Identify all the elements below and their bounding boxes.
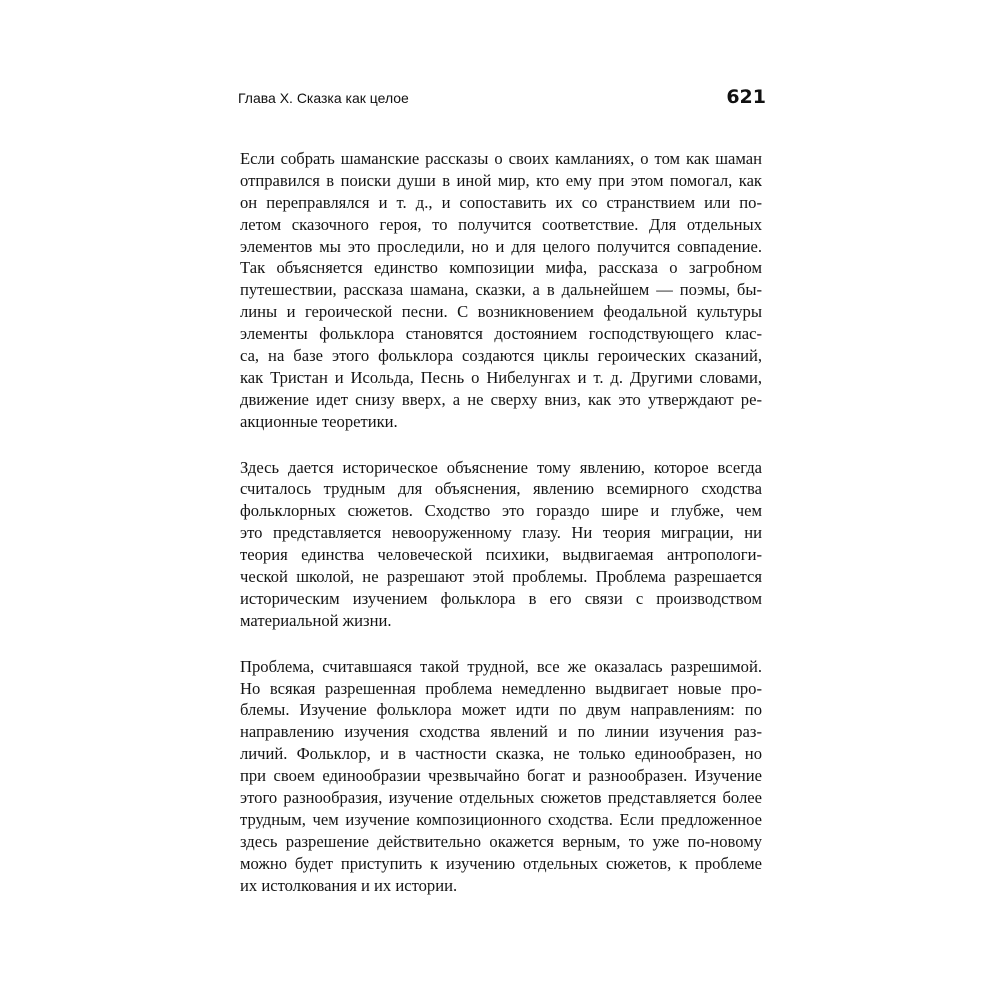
text-line: трудным, чем изучение композиционного сходства. Если предложенное bbox=[240, 809, 762, 829]
text-line: элементы фольклора становятся достоянием господствующего клас- bbox=[240, 324, 762, 344]
text-line: их истолкования и их истории. bbox=[240, 875, 458, 895]
text-line: при своем единообразии чрезвычайно богат и разнообразен. Изучение bbox=[240, 766, 762, 786]
text-line: Здесь дается историческое объяснение тому явлению, которое всегда bbox=[240, 457, 762, 477]
text-line: Если собрать шаманские рассказы о своих камланиях, о том как шаман bbox=[240, 149, 762, 168]
text-line: са, на базе этого фольклора создаются циклы героических сказаний, bbox=[240, 346, 762, 366]
text-line: отправился в поиски души в иной мир, кто ему при этом помогал, как bbox=[240, 170, 762, 190]
text-line: Проблема, считавшаяся такой трудной, все же оказалась разрешимой. bbox=[240, 656, 762, 676]
text-line: здесь разрешение действительно окажется верным, то уже по-новому bbox=[240, 831, 762, 851]
text-line: элементов мы это проследили, но и для целого получится совпадение. bbox=[240, 236, 762, 256]
text-line: ческой школой, не разрешают этой проблемы. Проблема разрешается bbox=[240, 567, 762, 587]
text-line: направлению изучения сходства явлений и по линии изучения раз- bbox=[240, 722, 762, 742]
paragraph-3 bbox=[240, 656, 762, 897]
text-line: это представляется невооруженному глазу. Ни теория миграции, ни bbox=[240, 523, 762, 543]
text-line: путешествии, рассказа шамана, сказки, а в дальнейшем — поэмы, бы- bbox=[240, 280, 762, 300]
text-line: материальной жизни. bbox=[240, 610, 392, 630]
running-head bbox=[238, 86, 766, 116]
text-line: можно будет приступить к изучению отдельных сюжетов, к проблеме bbox=[240, 853, 762, 873]
text-line: блемы. Изучение фольклора может идти по двум направлениям: по bbox=[240, 700, 762, 720]
chapter-title: Глава X. Сказка как целое bbox=[238, 90, 409, 106]
text-line: лины и героической песни. С возникновением феодальной культуры bbox=[240, 302, 762, 322]
text-line: считалось трудным для объяснения, явлению всемирного сходства bbox=[240, 479, 762, 499]
text-line: историческим изучением фольклора в его связи с производством bbox=[240, 588, 762, 608]
text-line: теория единства человеческой психики, выдвигаемая антропологи- bbox=[240, 545, 762, 565]
body-text bbox=[240, 148, 762, 921]
text-line: Но всякая разрешенная проблема немедленно выдвигает новые про- bbox=[240, 678, 762, 698]
text-line: фольклорных сюжетов. Сходство это гораздо шире и глубже, чем bbox=[240, 501, 762, 521]
text-line: как Тристан и Исольда, Песнь о Нибелунгах и т. д. Другими словами, bbox=[240, 367, 762, 387]
text-line: личий. Фольклор, и в частности сказка, не только единообразен, но bbox=[240, 744, 762, 764]
page-number: 621 bbox=[726, 86, 766, 108]
text-line: он переправлялся и т. д., и сопоставить их со странствием или по- bbox=[240, 192, 762, 212]
text-line: этого разнообразия, изучение отдельных сюжетов представляется более bbox=[240, 788, 762, 808]
text-line: акционные теоретики. bbox=[240, 411, 398, 431]
text-line: Так объясняется единство композиции мифа, рассказа о загробном bbox=[240, 258, 762, 278]
paragraph-1 bbox=[240, 148, 762, 433]
paragraph-2 bbox=[240, 457, 762, 632]
text-line: летом сказочного героя, то получится соответствие. Для отдельных bbox=[240, 214, 762, 234]
text-line: движение идет снизу вверх, а не сверху вниз, как это утверждают ре- bbox=[240, 389, 762, 409]
